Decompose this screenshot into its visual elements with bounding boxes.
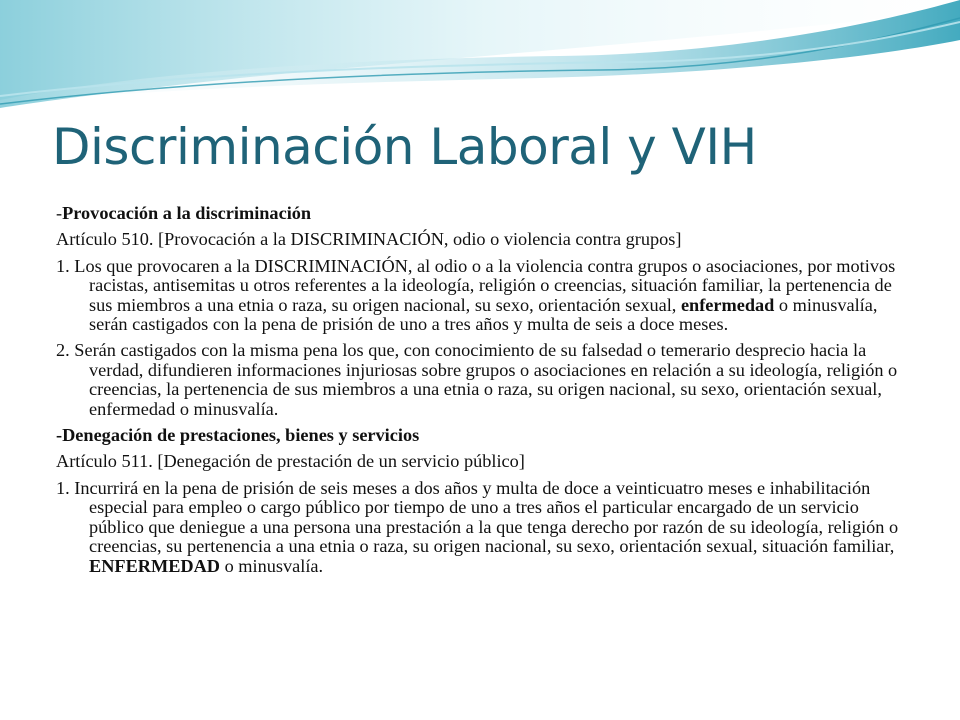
article-510-paragraph-1: 1. Los que provocaren a la DISCRIMINACIÓN, al odio o a la violencia contra grupos o asociaciones, por motivos racistas, antisemitas u otros referentes a la ideología, religión o creencias, situación familiar, la pertenencia de sus miembros a una etnia o raza, su origen nacional, su sexo, orientación sexual, enfermedad o minusvalía, serán castigados con la pena de prisión de uno a tres años y multa de seis a doce meses.	[56, 255, 896, 335]
section-heading-denegacion: -Denegación de prestaciones, bienes y servicios	[56, 425, 420, 446]
article-510-paragraph-2: 2. Serán castigados con la misma pena los que, con conocimiento de su falsedad o temerario desprecio hacia la verdad, difundieren informaciones injuriosas sobre grupos o asociaciones en relación a su ideología, religión o creencias, la pertenencia de sus miembros a una etnia o raza, su origen nacional, su sexo, orientación sexual, enfermedad o minusvalía.	[56, 340, 898, 419]
section-heading-provocacion: -Provocación a la discriminación	[56, 203, 312, 223]
article-511-heading: Artículo 511. [Denegación de prestación de un servicio público]	[56, 451, 525, 472]
article-511-paragraph-1: 1. Incurrirá en la pena de prisión de seis meses a dos años y multa de doce a veinticuatro meses e inhabilitación especial para empleo o cargo público por tiempo de uno a tres años el particular encargado de un servicio público que deniegue a una persona una prestación a la que tenga derecho por razón de su ideología, religión o creencias, su pertenencia a una etnia o raza, su origen nacional, su sexo, orientación sexual, situación familiar, ENFERMEDAD o minusvalía.	[56, 477, 899, 576]
article-510-heading: Artículo 510. [Provocación a la DISCRIMINACIÓN, odio o violencia contra grupos]	[56, 229, 682, 250]
slide-title: Discriminación Laboral y VIH	[52, 118, 757, 176]
slide-body	[56, 204, 906, 583]
